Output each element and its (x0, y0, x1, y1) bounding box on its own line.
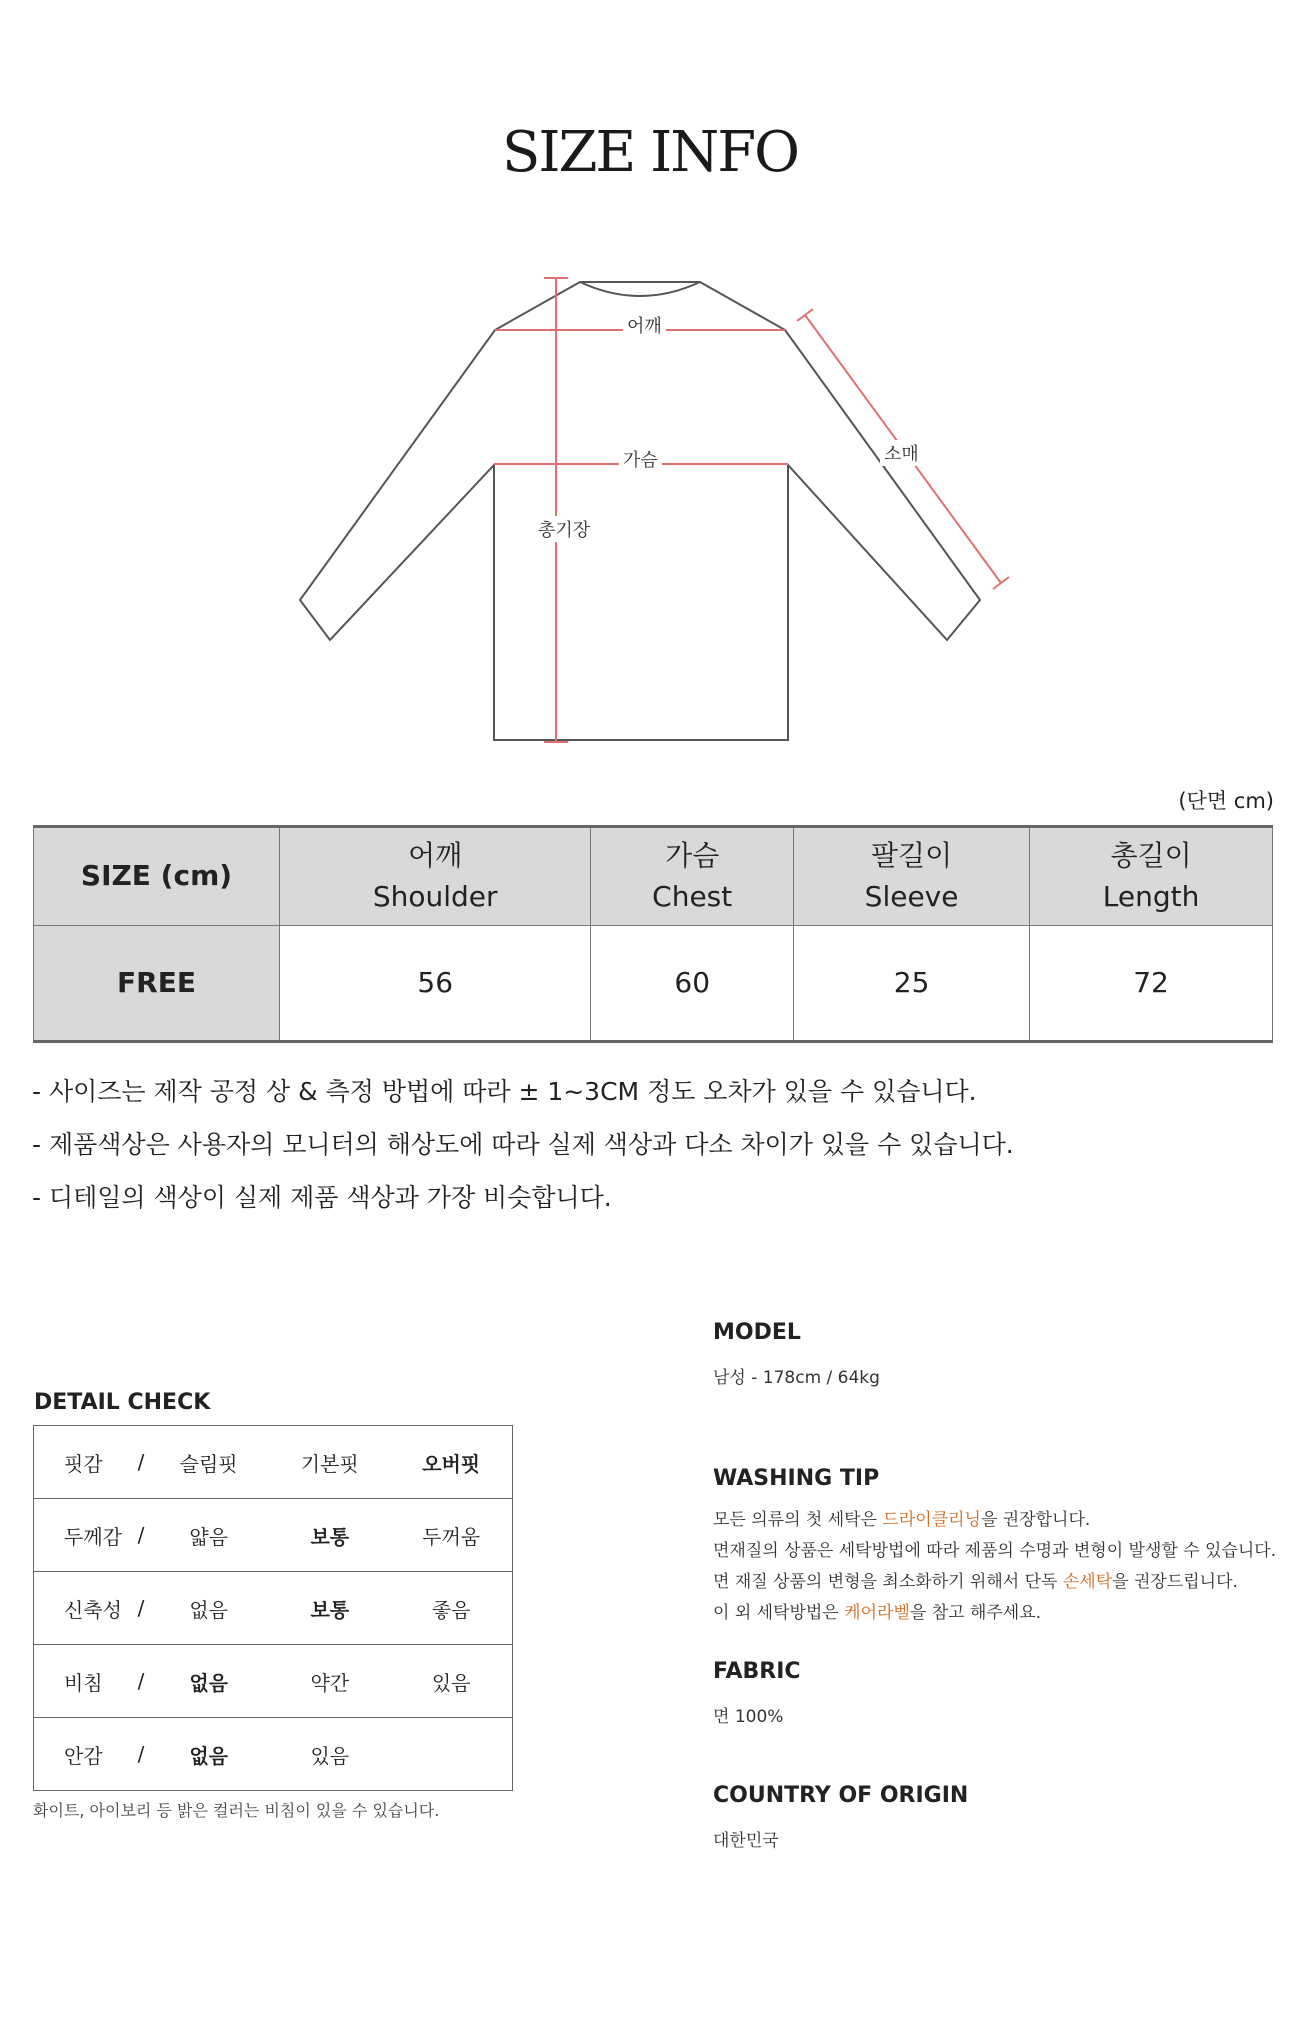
size-table (33, 825, 1273, 1043)
size-value: FREE (34, 926, 280, 1042)
size-header-label: SIZE (cm) (80, 859, 233, 893)
length-header-cell (1030, 827, 1273, 926)
sleeve-label: 소매 (880, 440, 923, 466)
washing-text: 을 참고 해주세요. (909, 1603, 1042, 1623)
washing-text: 이 외 세탁방법은 (713, 1603, 845, 1623)
detail-option: 보통 (269, 1572, 390, 1645)
origin-title: COUNTRY OF ORIGIN (713, 1783, 969, 1808)
detail-label: 핏감 (34, 1426, 135, 1499)
detail-check-note: 화이트, 아이보리 등 밝은 컬러는 비침이 있을 수 있습니다. (33, 1801, 440, 1820)
detail-option (390, 1718, 512, 1791)
detail-check-row (34, 1426, 513, 1499)
shirt-outline (300, 282, 980, 740)
detail-label: 신축성 (34, 1572, 135, 1645)
chest-label: 가슴 (619, 446, 662, 472)
washing-title: WASHING TIP (713, 1466, 880, 1491)
neckline (580, 282, 700, 296)
detail-option: 기본핏 (269, 1426, 390, 1499)
size-header-cell (34, 827, 280, 926)
sleeve-value: 25 (794, 926, 1030, 1042)
sleeve-header-cell (794, 827, 1030, 926)
washing-highlight: 손세탁 (1062, 1572, 1113, 1592)
product-info (713, 1320, 1293, 1857)
detail-separator: / (134, 1572, 148, 1645)
detail-separator: / (134, 1499, 148, 1572)
shoulder-value: 56 (280, 926, 591, 1042)
detail-option: 얇음 (148, 1499, 269, 1572)
chest-header-en: Chest (652, 879, 733, 913)
washing-line (713, 1536, 1293, 1567)
length-header-ko: 총길이 (1110, 838, 1192, 872)
note-item: - 제품색상은 사용자의 모니터의 해상도에 따라 실제 색상과 다소 차이가 있을 수 있습니다. (32, 1130, 1014, 1159)
detail-option: 오버핏 (390, 1426, 512, 1499)
washing-highlight: 케어라벨 (844, 1603, 910, 1623)
washing-lines (713, 1505, 1293, 1629)
detail-option: 보통 (269, 1499, 390, 1572)
sleeve-measure-cap-bottom (993, 577, 1009, 589)
detail-option: 슬림핏 (148, 1426, 269, 1499)
detail-option: 약간 (269, 1645, 390, 1718)
shoulder-header-cell (280, 827, 591, 926)
washing-text: 면재질의 상품은 세탁방법에 따라 제품의 수명과 변형이 발생할 수 있습니다. (713, 1541, 1277, 1561)
detail-label: 두께감 (34, 1499, 135, 1572)
detail-label: 안감 (34, 1718, 135, 1791)
sleeve-measure-cap-top (797, 309, 813, 321)
washing-line (713, 1505, 1293, 1536)
detail-option: 있음 (390, 1645, 512, 1718)
washing-highlight: 드라이클리닝 (882, 1510, 981, 1530)
detail-separator: / (134, 1718, 148, 1791)
detail-option: 없음 (148, 1645, 269, 1718)
detail-check-row (34, 1572, 513, 1645)
washing-text: 면 재질 상품의 변형을 최소화하기 위해서 단독 (713, 1572, 1063, 1592)
length-header-en: Length (1102, 879, 1200, 913)
washing-text: 을 권장드립니다. (1112, 1572, 1238, 1592)
washing-line (713, 1567, 1293, 1598)
sleeve-header-ko: 팔길이 (871, 838, 953, 872)
length-label: 총기장 (534, 516, 594, 542)
shoulder-header-ko: 어깨 (408, 838, 463, 872)
washing-text: 모든 의류의 첫 세탁은 (713, 1510, 883, 1530)
shirt-outline-svg (270, 270, 1030, 770)
detail-separator: / (134, 1645, 148, 1718)
detail-check-row (34, 1645, 513, 1718)
chest-header-cell (591, 827, 794, 926)
size-table-row (34, 926, 1273, 1042)
note-item: - 디테일의 색상이 실제 제품 색상과 가장 비슷합니다. (32, 1183, 612, 1212)
fabric-title: FABRIC (713, 1659, 801, 1684)
garment-diagram (270, 270, 1030, 770)
length-value: 72 (1030, 926, 1273, 1042)
size-notes (32, 1072, 1014, 1231)
chest-value: 60 (591, 926, 794, 1042)
model-text: 남성 - 178cm / 64kg (713, 1368, 880, 1388)
detail-check-table (33, 1425, 513, 1791)
unit-note: (단면 cm) (1178, 789, 1274, 813)
sleeve-header-en: Sleeve (864, 879, 959, 913)
note-item: - 사이즈는 제작 공정 상 & 측정 방법에 따라 ± 1~3CM 정도 오차가 있을 수 있습니다. (32, 1077, 977, 1106)
shoulder-label: 어깨 (623, 312, 666, 338)
washing-text: 을 권장합니다. (980, 1510, 1091, 1530)
detail-option: 좋음 (390, 1572, 512, 1645)
size-table-header-row (34, 827, 1273, 926)
chest-header-ko: 가슴 (665, 838, 720, 872)
detail-option: 없음 (148, 1572, 269, 1645)
detail-option: 없음 (148, 1718, 269, 1791)
page-title: SIZE INFO (502, 120, 798, 185)
detail-label: 비침 (34, 1645, 135, 1718)
fabric-text: 면 100% (713, 1707, 784, 1727)
detail-option: 있음 (269, 1718, 390, 1791)
detail-check-title: DETAIL CHECK (34, 1390, 211, 1415)
detail-check-row (34, 1499, 513, 1572)
model-title: MODEL (713, 1320, 801, 1345)
origin-text: 대한민국 (713, 1831, 779, 1851)
detail-separator: / (134, 1426, 148, 1499)
washing-line (713, 1598, 1293, 1629)
shoulder-header-en: Shoulder (372, 879, 498, 913)
detail-check-row (34, 1718, 513, 1791)
detail-option: 두꺼움 (390, 1499, 512, 1572)
